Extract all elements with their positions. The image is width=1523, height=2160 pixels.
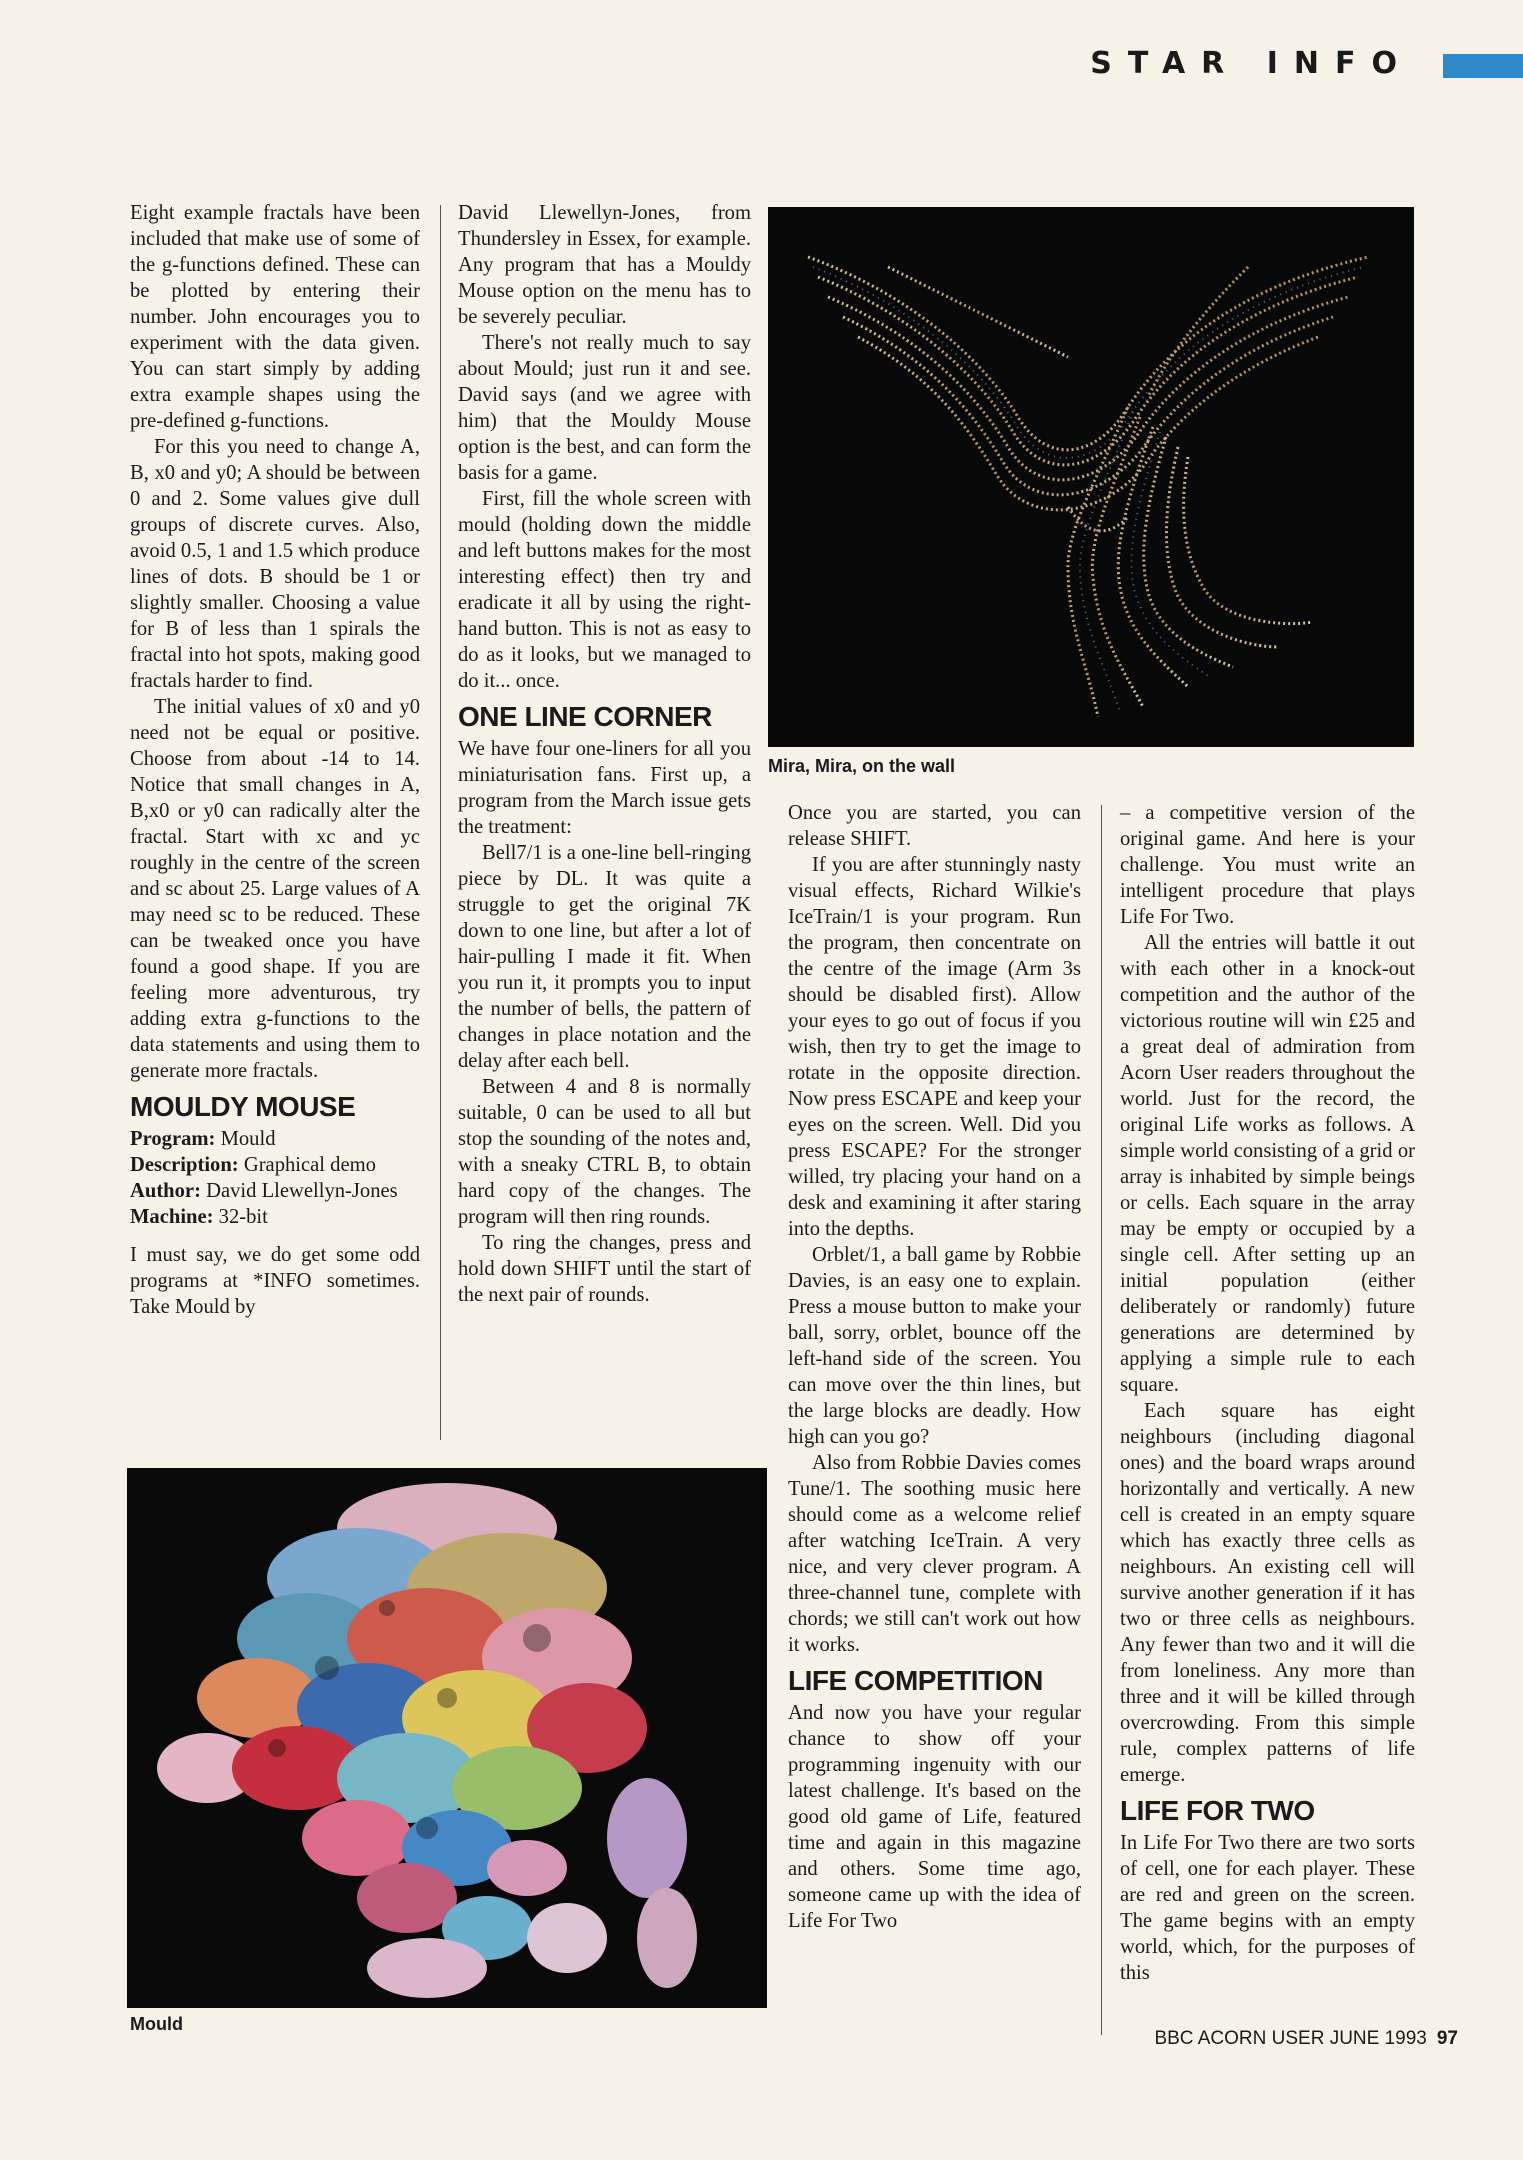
- heading-life-for-two: LIFE FOR TWO: [1120, 1795, 1315, 1826]
- author-label: Author:: [130, 1180, 201, 1202]
- paragraph: Once you are started, you can release SHIFT.: [788, 802, 1081, 850]
- paragraph: For this you need to change A, B, x0 and y0; A should be between 0 and 2. Some values give dull groups of discrete curves. Also, avoid 0.5, 1 and 1.5 which produce lines of dots. B should be 1 or slightly smaller. Choosing a value for B of less than 1 spirals the fractal into hot spots, making good fractals harder to find.: [130, 436, 420, 692]
- column-3: [788, 800, 1081, 1934]
- paragraph: Eight example fractals have been included that make use of some of the g-functions defined. These can be plotted by entering their number. John encourages you to experiment with the data given. You can start simply by adding extra example shapes using the pre-defined g-functions.: [130, 202, 420, 432]
- section-header: [1000, 46, 1523, 82]
- paragraph: Each square has eight neighbours (including diagonal ones) and the board wraps around horizontally and vertically. A new cell is created in an empty square which has exactly three cells as neighbours. An existing cell will survive another generation if it has two or three cells as neighbours. Any fewer than two and it will die from loneliness. Any more than three and it will be killed through overcrowding. From this simple rule, complex patterns of life emerge.: [1120, 1400, 1415, 1786]
- heading-life-competition: LIFE COMPETITION: [788, 1665, 1043, 1696]
- paragraph: I must say, we do get some odd programs at *INFO sometimes. Take Mould by: [130, 1244, 420, 1318]
- paragraph: Between 4 and 8 is normally suitable, 0 can be used to all but stop the sounding of the notes and, with a sneaky CTRL B, to obtain hard copy of the changes. The program will then ring rounds.: [458, 1076, 751, 1228]
- paragraph: There's not really much to say about Mould; just run it and see. David says (and we agree with him) that the Mouldy Mouse option is the best, and can form the basis for a game.: [458, 332, 751, 484]
- paragraph: David Llewellyn-Jones, from Thundersley in Essex, for example. Any program that has a Mouldy Mouse option on the menu has to be severely peculiar.: [458, 202, 751, 328]
- description-label: Description:: [130, 1154, 239, 1176]
- paragraph: And now you have your regular chance to show off your programming ingenuity with our latest challenge. It's based on the good old game of Life, featured time and again in this magazine and others. Some time ago, someone came up with the idea of Life For Two: [788, 1702, 1081, 1932]
- paragraph: To ring the changes, press and hold down SHIFT until the start of the next pair of rounds.: [458, 1232, 751, 1306]
- fractal-bird-image: [768, 207, 1414, 747]
- paragraph: All the entries will battle it out with each other in a knock-out competition and the author of the victorious routine will win £25 and a great deal of admiration from Acorn User readers throughout the world. Just for the record, the original Life works as follows. A simple world consisting of a grid or array is inhabited by simple beings or cells. Each square in the array may be empty or occupied by a single cell. After setting up an initial population (either deliberately or randomly) future generations are determined by applying a simple rule to each square.: [1120, 932, 1415, 1396]
- header-accent-bar: [1443, 54, 1523, 78]
- paragraph: We have four one-liners for all you miniaturisation fans. First up, a program from the March issue gets the treatment:: [458, 738, 751, 838]
- mould-photo: [127, 1468, 767, 2008]
- paragraph: – a competitive version of the original game. And here is your challenge. You must write an intelligent procedure that plays Life For Two.: [1120, 802, 1415, 928]
- paragraph: The initial values of x0 and y0 need not be equal or positive. Choose from about -14 to 14. Notice that small changes in A, B,x0 or y0 can radically alter the fractal. Start with xc and yc roughly in the centre of the screen and sc about 25. Large values of A may need sc to be reduced. These can be tweaked once you have found a good shape. If you are feeling more adventurous, try adding extra g-functions to the data statements and using them to generate more fractals.: [130, 696, 420, 1082]
- description-value: Graphical demo: [243, 1154, 376, 1176]
- mould-caption: Mould: [130, 2014, 183, 2034]
- heading-mouldy-mouse: MOULDY MOUSE: [130, 1091, 356, 1122]
- machine-value: 32-bit: [218, 1206, 268, 1228]
- mira-photo: [768, 207, 1414, 747]
- author-value: David Llewellyn-Jones: [206, 1180, 398, 1202]
- column-4: [1120, 800, 1415, 1986]
- heading-one-line-corner: ONE LINE CORNER: [458, 701, 712, 732]
- page-footer: [1154, 2028, 1458, 2050]
- page-number: 97: [1436, 2028, 1458, 2049]
- column-divider: [440, 205, 441, 1440]
- section-title: STAR INFO: [1090, 46, 1413, 81]
- paragraph: If you are after stunningly nasty visual effects, Richard Wilkie's IceTrain/1 is your program. Run the program, then concentrate on the centre of the image (Arm 3s should be disabled first). Allow your eyes to go out of focus if you wish, then try to get the image to rotate in the opposite direction. Now press ESCAPE and keep your eyes on the screen. Well. Did you press ESCAPE? For the stronger willed, try placing your hand on a desk and examining it after staring into the depths.: [788, 854, 1081, 1240]
- column-1: [130, 200, 420, 1320]
- program-value: Mould: [220, 1128, 276, 1150]
- magazine-issue: BBC ACORN USER JUNE 1993: [1154, 2028, 1427, 2049]
- paragraph: Orblet/1, a ball game by Robbie Davies, is an easy one to explain. Press a mouse button to make your ball, sorry, orblet, bounce off the left-hand side of the screen. You can move over the thin lines, but the large blocks are deadly. How high can you go?: [788, 1244, 1081, 1448]
- program-info: [130, 1126, 420, 1230]
- paragraph: Bell7/1 is a one-line bell-ringing piece by DL. It was quite a struggle to get the original 7K down to one line, but after a lot of hair-pulling I made it fit. When you run it, it prompts you to input the number of bells, the pattern of changes in place notation and the delay after each bell.: [458, 842, 751, 1072]
- paragraph: In Life For Two there are two sorts of cell, one for each player. These are red and green on the screen. The game begins with an empty world, which, for the purposes of this: [1120, 1832, 1415, 1984]
- column-divider: [1101, 805, 1102, 2035]
- mould-blob-image: [127, 1468, 767, 2008]
- paragraph: Also from Robbie Davies comes Tune/1. The soothing music here should come as a welcome relief after watching IceTrain. A very nice, and very clever program. A three-channel tune, complete with chords; we still can't work out how it works.: [788, 1452, 1081, 1656]
- paragraph: First, fill the whole screen with mould (holding down the middle and left buttons makes for the most interesting effect) then try and eradicate it all by using the right-hand button. This is not as easy to do as it looks, but we managed to do it... once.: [458, 488, 751, 692]
- mira-caption: Mira, Mira, on the wall: [768, 756, 956, 776]
- machine-label: Machine:: [130, 1206, 214, 1228]
- column-2: [458, 200, 751, 1308]
- program-label: Program:: [130, 1128, 216, 1150]
